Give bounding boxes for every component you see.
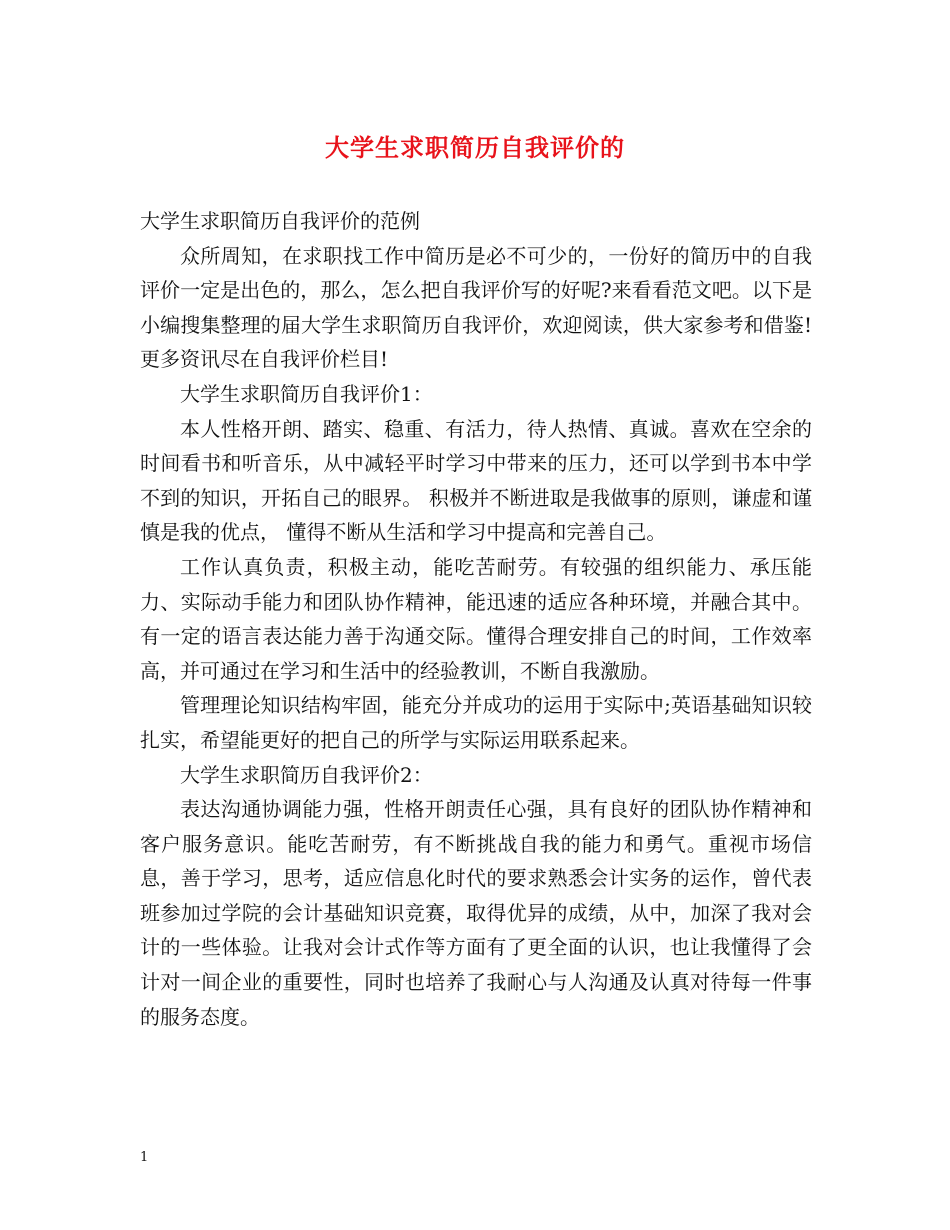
document-title: 大学生求职简历自我评价的 (325, 133, 625, 162)
body-paragraph: 工作认真负责，积极主动，能吃苦耐劳。有较强的组织能力、承压能力、实际动手能力和团队协作精神，能迅速的适应各种环境，并融合其中。有一定的语言表达能力善于沟通交际。懂得合理安排自己的时间，工作效率高，并可通过在学习和生活中的经验教训，不断自我激励。 (140, 554, 812, 683)
section-heading-2: 大学生求职简历自我评价2： (180, 762, 433, 787)
body-paragraph: 表达沟通协调能力强，性格开朗责任心强，具有良好的团队协作精神和客户服务意识。能吃苦耐劳，有不断挑战自我的能力和勇气。重视市场信息，善于学习，思考，适应信息化时代的要求熟悉会计实务的运作，曾代表班参加过学院的会计基础知识竞赛，取得优异的成绩，从中，加深了我对会计的一些体验。让我对会计式作等方面有了更全面的认识，也让我懂得了会计对一间企业的重要性，同时也培养了我耐心与人沟通及认真对待每一件事的服务态度。 (140, 797, 812, 1029)
page-number: 1 (140, 1150, 149, 1165)
intro-paragraph: 众所周知，在求职找工作中简历是必不可少的，一份好的简历中的自我评价一定是出色的，那么，怎么把自我评价写的好呢?来看看范文吧。以下是小编搜集整理的届大学生求职简历自我评价，欢迎阅读，供大家参考和借鉴!更多资讯尽在自我评价栏目! (140, 243, 812, 372)
body-paragraph: 管理理论知识结构牢固，能充分并成功的运用于实际中;英语基础知识较扎实，希望能更好的把自己的所学与实际运用联系起来。 (140, 693, 812, 752)
section-heading-1: 大学生求职简历自我评价1： (180, 381, 433, 406)
document-body (140, 204, 812, 1034)
subtitle-paragraph: 大学生求职简历自我评价的范例 (140, 209, 420, 233)
body-paragraph: 本人性格开朗、踏实、稳重、有活力，待人热情、真诚。喜欢在空余的时间看书和听音乐，从中减轻平时学习中带来的压力，还可以学到书本中学不到的知识，开拓自己的眼界。 积极并不断进取是我做事的原则，谦虚和谨慎是我的优点， 懂得不断从生活和学习中提高和完善自己。 (140, 416, 812, 545)
